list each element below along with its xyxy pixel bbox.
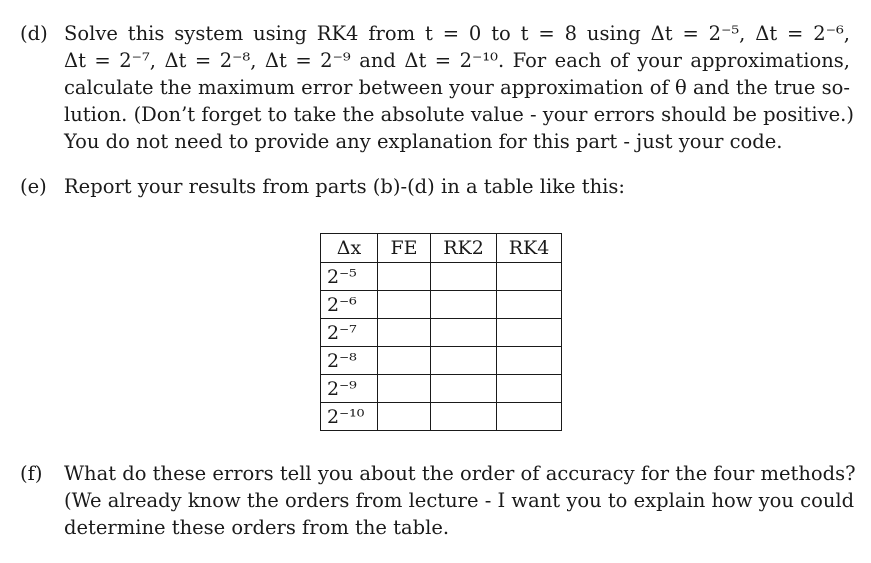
row-dt-label: 2⁻⁶: [321, 291, 378, 319]
header-dx: Δx: [321, 234, 378, 263]
header-rk2: RK2: [431, 234, 497, 263]
header-fe: FE: [378, 234, 431, 263]
cell-rk2: [431, 375, 497, 403]
table-row: [321, 375, 562, 403]
part-d-line-1: Solve this system using RK4 from t = 0 to t = 8 using Δt = 2⁻⁵, Δt = 2⁻⁶,: [64, 22, 850, 45]
table-row: [321, 347, 562, 375]
cell-fe: [378, 263, 431, 291]
cell-rk4: [497, 403, 562, 431]
part-f: [20, 460, 856, 541]
header-rk4: RK4: [497, 234, 562, 263]
row-dt-label: 2⁻¹⁰: [321, 403, 378, 431]
part-e-body: [64, 173, 850, 200]
table-header-row: [321, 234, 562, 263]
row-dt-label: 2⁻⁸: [321, 347, 378, 375]
row-dt-label: 2⁻⁹: [321, 375, 378, 403]
cell-rk4: [497, 291, 562, 319]
cell-fe: [378, 375, 431, 403]
part-e-text: Report your results from parts (b)-(d) in a table like this:: [64, 175, 625, 198]
cell-fe: [378, 403, 431, 431]
part-d-line-3: calculate the maximum error between your approximation of θ and the true so-: [64, 76, 850, 99]
cell-fe: [378, 319, 431, 347]
part-d-line-5: You do not need to provide any explanation for this part - just your code.: [64, 130, 783, 153]
row-dt-label: 2⁻⁵: [321, 263, 378, 291]
cell-rk4: [497, 375, 562, 403]
part-e: [20, 173, 850, 200]
part-d: [20, 20, 854, 155]
cell-rk2: [431, 263, 497, 291]
part-d-line-4: lution. (Don’t forget to take the absolute value - your errors should be positive.): [64, 103, 854, 126]
part-e-marker: (e): [20, 175, 47, 198]
cell-rk4: [497, 319, 562, 347]
part-d-line-2: Δt = 2⁻⁷, Δt = 2⁻⁸, Δt = 2⁻⁹ and Δt = 2⁻¹⁰. For each of your approximations,: [64, 49, 850, 72]
part-d-marker: (d): [20, 22, 48, 45]
cell-rk2: [431, 347, 497, 375]
cell-rk4: [497, 263, 562, 291]
cell-rk2: [431, 403, 497, 431]
table-row: [321, 291, 562, 319]
cell-rk2: [431, 319, 497, 347]
table-row: [321, 263, 562, 291]
part-f-marker: (f): [20, 462, 43, 485]
part-d-body: [64, 20, 854, 155]
part-f-line-3: determine these orders from the table.: [64, 516, 450, 539]
cell-fe: [378, 347, 431, 375]
cell-fe: [378, 291, 431, 319]
part-f-body: [64, 460, 856, 541]
table-row: [321, 319, 562, 347]
cell-rk4: [497, 347, 562, 375]
row-dt-label: 2⁻⁷: [321, 319, 378, 347]
table-row: [321, 403, 562, 431]
results-table: [320, 233, 562, 431]
part-f-line-2: (We already know the orders from lecture - I want you to explain how you could: [64, 489, 855, 512]
cell-rk2: [431, 291, 497, 319]
part-f-line-1: What do these errors tell you about the order of accuracy for the four methods?: [64, 462, 856, 485]
